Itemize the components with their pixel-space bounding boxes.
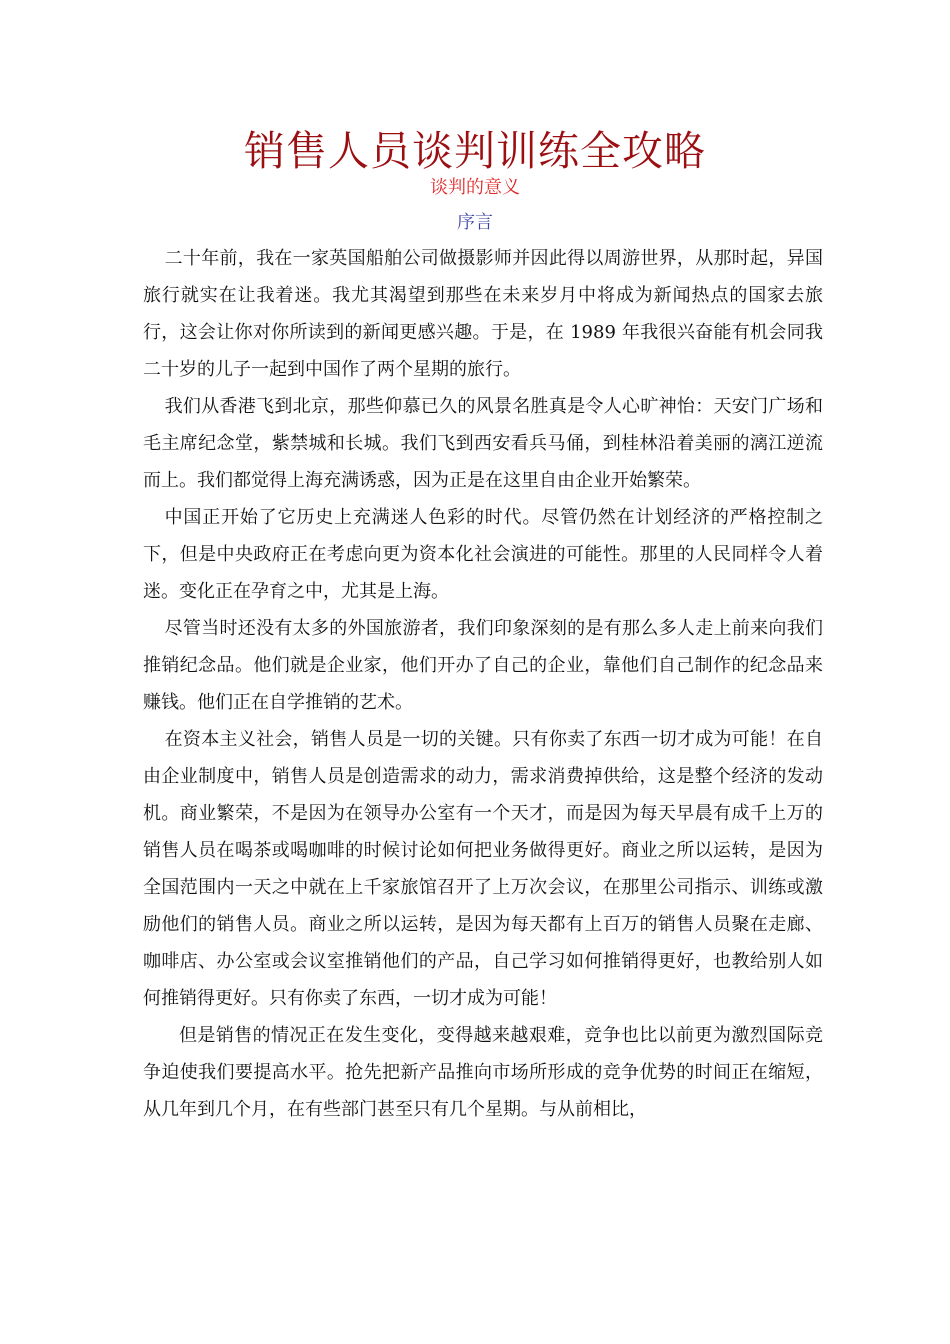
paragraph-6: 但是销售的情况正在发生变化，变得越来越艰难，竞争也比以前更为激烈国际竞争迫使我们要提高水平。抢先把新产品推向市场所形成的竞争优势的时间正在缩短，从几年到几个月，在有些部门甚至只有几个星期。与从前相比， — [143, 1025, 823, 1120]
paragraph-1: 二十年前，我在一家英国船舶公司做摄影师并因此得以周游世界，从那时起，异国旅行就实在让我着迷。我尤其渴望到那些在未来岁月中将成为新闻热点的国家去旅行，这会让你对你所读到的新闻更感兴趣。于是，在 1989 年我很兴奋能有机会同我二十岁的儿子一起到中国作了两个星期的旅行。 — [143, 248, 823, 380]
paragraph-5: 在资本主义社会，销售人员是一切的关键。只有你卖了东西一切才成为可能！在自由企业制度中，销售人员是创造需求的动力，需求消费掉供给，这是整个经济的发动机。商业繁荣，不是因为在领导办公室有一个天才，而是因为每天早晨有成千上万的销售人员在喝茶或喝咖啡的时候讨论如何把业务做得更好。商业之所以运转，是因为全国范围内一天之中就在上千家旅馆召开了上万次会议，在那里公司指示、训练或激励他们的销售人员。商业之所以运转，是因为每天都有上百万的销售人员聚在走廊、咖啡店、办公室或会议室推销他们的产品，自己学习如何推销得更好，也教给别人如何推销得更好。只有你卖了东西，一切才成为可能！ — [143, 729, 823, 1009]
document-body — [143, 240, 823, 1128]
paragraph-3: 中国正开始了它历史上充满迷人色彩的时代。尽管仍然在计划经济的严格控制之下，但是中央政府正在考虑向更为资本化社会演进的可能性。那里的人民同样令人着迷。变化正在孕育之中，尤其是上海。 — [143, 507, 823, 602]
preface-heading: 序言 — [457, 212, 493, 233]
document-title: 销售人员谈判训练全攻略 — [244, 127, 706, 175]
paragraph-2: 我们从香港飞到北京，那些仰慕已久的风景名胜真是令人心旷神怡：天安门广场和毛主席纪念堂，紫禁城和长城。我们飞到西安看兵马俑，到桂林沿着美丽的漓江逆流而上。我们都觉得上海充满诱惑，因为正是在这里自由企业开始繁荣。 — [143, 396, 823, 491]
paragraph-4: 尽管当时还没有太多的外国旅游者，我们印象深刻的是有那么多人走上前来向我们推销纪念品。他们就是企业家，他们开办了自己的企业，靠他们自己制作的纪念品来赚钱。他们正在自学推销的艺术。 — [143, 618, 823, 713]
document-subtitle: 谈判的意义 — [430, 177, 520, 198]
